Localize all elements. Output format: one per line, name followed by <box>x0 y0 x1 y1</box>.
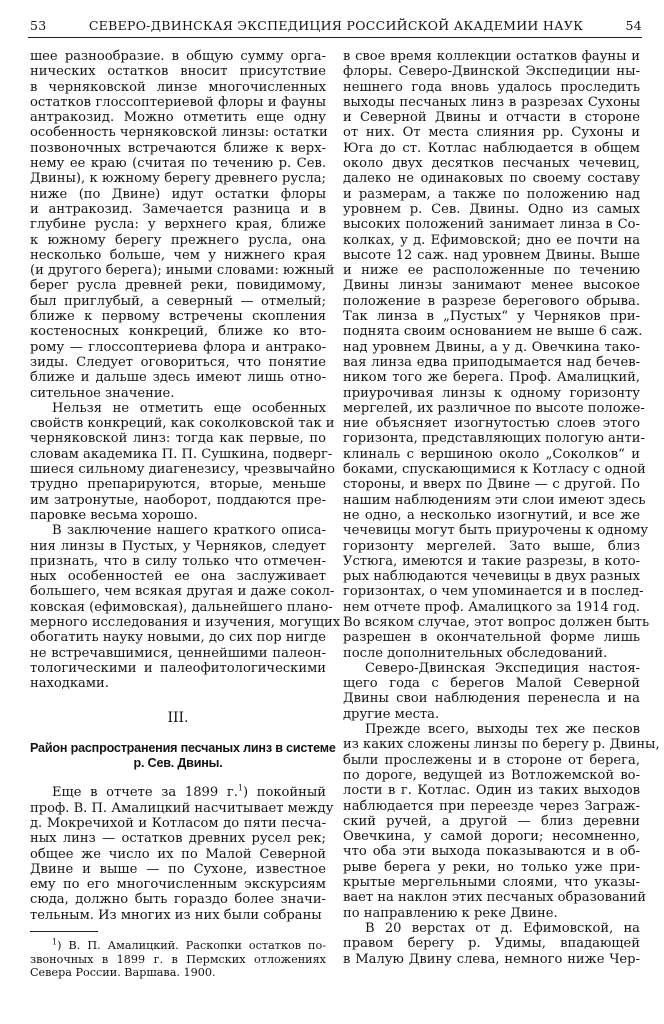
text-line: вает на наклон этих песчаных образований <box>343 890 646 906</box>
text-line: свойств конкреций, как соколковской так и <box>30 416 335 432</box>
paragraph <box>343 722 660 921</box>
text-line: уровнем р. Сев. Двины. Одно из самых <box>343 201 640 217</box>
text-line: паровке весьма хорошо. <box>30 507 198 523</box>
text-line: Овечкина, у самой дороги; несомненно, <box>343 829 640 845</box>
text-line: горизонта, представляющих пологую анти- <box>343 431 645 447</box>
text-line: ния линзы в Пустых, у Черняков, следует <box>30 538 326 554</box>
text-line: Во всяком случае, этот вопрос должен быть <box>343 614 650 630</box>
text-line: Двины свои наблюдения перенесла и на <box>343 691 640 707</box>
text-line: и ниже ее расположенные по течению <box>343 263 640 279</box>
text-line: Нельзя не отметить еще особенных <box>52 400 326 416</box>
text-line: им затронутые, наоборот, поддаются пре- <box>30 492 326 508</box>
text-line: приурочивая линзы к одному горизонту <box>343 385 640 401</box>
text-line: д. Мокречихой и Котласом до пяти песча- <box>30 815 326 831</box>
text-line: что оба эти выхода показываются и в об- <box>343 844 640 860</box>
text-line: клиналь с вершиною около „Соколков“ и <box>343 446 640 462</box>
text-line: нешнего года вновь удалось проследить <box>343 79 640 95</box>
text-line: в свое время коллекции остатков фауны и <box>343 49 640 64</box>
text-line: звоночных в 1899 г. в Пермских отложениях <box>30 952 326 966</box>
text-line: особенность черняковской линзы: остатки <box>30 125 328 141</box>
text-line: проф. В. П. Амалицкий насчитывает между <box>30 800 334 816</box>
text-line: тологическими и палеофитологическими <box>30 660 326 676</box>
text-line: флоры. Северо-Двинской Экспедиции ны- <box>343 64 640 80</box>
text-line: крытые мергельными слоями, что указы- <box>343 875 640 891</box>
text-line <box>30 785 326 800</box>
text-line: Прежде всего, выходы тех же песков <box>365 722 640 738</box>
text-line: шее разнообразие. в общую сумму орга- <box>30 49 326 64</box>
text-line: по дороге, ведущей из Вотложемской во- <box>343 767 640 783</box>
text-line: не встречавшимися, ценнейшими палеон- <box>30 645 326 661</box>
text-line: признать, что в силу только что отмечен- <box>30 553 326 569</box>
text-line: горизонтах, о чем упоминается и в послед- <box>343 584 644 600</box>
text-line: ближе и дальше здесь имеют лишь отно- <box>30 370 326 386</box>
text-line: берег русла древней реки, повидимому, <box>30 278 326 294</box>
text-line: поднята своим основанием не выше 6 саж. <box>343 324 643 340</box>
page-number-left: 53 <box>30 18 47 33</box>
text-line: колках, у д. Ефимовской; дно ее почти на <box>343 232 640 248</box>
text-line: общее же число их по Малой Северной <box>30 846 326 862</box>
paragraph <box>30 784 334 923</box>
text-line: Северо-Двинская Экспедиция настоя- <box>365 660 640 676</box>
text-line: нических остатков вносит присутствие <box>30 64 326 80</box>
text-line: Двине и выше — по Сухоне, известное <box>30 861 326 877</box>
text-line: разрешен в окончательной форме лишь <box>343 630 640 646</box>
footnote-rule <box>30 931 98 932</box>
text-line: далеко не одинаковых по своему составу <box>343 171 640 187</box>
text-line: нем отчете проф. Амалицкого за 1914 год. <box>343 599 640 615</box>
paragraph <box>343 49 650 661</box>
text-line: высоких положений занимает линза в Со- <box>343 217 640 233</box>
text-line: после дополнительных обследований. <box>343 645 608 661</box>
text-line: антракозид. Можно отметить еще одну <box>30 110 326 126</box>
section-title <box>30 740 336 772</box>
text-line: рыве берега у реки, но только уже при- <box>343 859 640 875</box>
text-line: ский ручей, а другой — близ деревни <box>343 813 640 829</box>
text-line: лости в г. Котлас. Один из таких выходов <box>343 783 640 799</box>
text-line: ником того же берега. Проф. Амалицкий, <box>343 370 640 386</box>
text-line: стороны, и вверх по Двине — с другой. По <box>343 477 640 493</box>
text-line: к южному берегу прежнего русла, она <box>30 232 326 248</box>
text-line: сительное значение. <box>30 385 175 401</box>
text-line: по направлению к реке Двине. <box>343 905 558 921</box>
text-line: нашим наблюдениям эти слои имеют здесь <box>343 492 646 508</box>
text-line: ных линз — остатков древних русел рек; <box>30 831 326 847</box>
right-column <box>343 49 660 967</box>
text-line: не одно, а несколько изогнутий, и все же <box>343 507 640 523</box>
running-header <box>30 18 642 38</box>
paragraph <box>30 400 336 523</box>
text-line: в черняковской линзе многочисленных <box>30 79 326 95</box>
section-number: III. <box>167 710 189 727</box>
text-line: щего года с берегов Малой Северной <box>343 676 640 692</box>
text-line: высоте 12 саж. над уровнем Двины. Выше <box>343 247 640 263</box>
footnote <box>30 939 326 980</box>
text-line: Устюга, имеются и такие разрезы, в кото- <box>343 553 640 569</box>
text-line: черняковской линз: тогда как первые, по <box>30 431 326 447</box>
text-line: чечевицы могут быть приурочены к одному <box>343 523 649 539</box>
paragraph <box>30 49 335 401</box>
text-line: ние объясняет изогнутостью слоев этого <box>343 416 640 432</box>
paragraph <box>343 921 640 967</box>
text-line: ему по его многочисленным экскурсиям <box>30 877 326 893</box>
text-line: находками. <box>30 676 109 692</box>
text-line: зиды. Следует оговориться, что понятие <box>30 354 326 370</box>
text-line: В 20 верстах от д. Ефимовской, на <box>365 920 640 936</box>
text-line: был приглубый, а северный — отмелый; <box>30 293 326 309</box>
text-line: и размерам, а также по положению над <box>343 186 640 202</box>
text-line: Двины линзы занимают менее высокое <box>343 278 640 294</box>
text-line: словам академика П. П. Сушкина, подверг- <box>30 446 333 462</box>
text-line: Так линза в „Пустых“ у Черняков при- <box>343 309 640 325</box>
text-line: несколько больше, чем у нижнего края <box>30 247 326 263</box>
text-line: ниже (по Двине) идут остатки флоры <box>30 186 326 202</box>
text-line: около двух десятков песчаных чечевиц, <box>343 156 640 172</box>
text-line: (и другого берега); иными словами: южный <box>30 263 335 279</box>
page-number-right: 54 <box>625 18 642 33</box>
text-line: боками, спускающимися к Котласу с одной <box>343 462 646 478</box>
text-line: наблюдается при переезде через Заграж- <box>343 798 640 814</box>
text-line: Юга до ст. Котлас наблюдается в общем <box>343 140 640 156</box>
footnote-marker: 1 <box>52 937 58 947</box>
text-line: нему ее краю (считая по течению р. Сев. <box>30 156 326 172</box>
text-line: позвоночных встречаются ближе к верх- <box>30 140 326 156</box>
text-line: В заключение нашего краткого описа- <box>52 523 326 539</box>
paragraph-body <box>30 800 334 923</box>
text-line: мергелей, их различное по высоте положе- <box>343 400 645 416</box>
section-title-line: Район распространения песчаных линз в системе <box>30 740 336 755</box>
text-line: вая линза едва приподымается над бечев- <box>343 354 640 370</box>
text-line: костеносных конкреций, ближе ко вто- <box>30 324 326 340</box>
text-line: мерного исследования и изучения, могущих <box>30 614 341 630</box>
text-line: Двины), к южному берегу древнего русла; <box>30 171 326 187</box>
header-rule <box>28 37 642 38</box>
text-line: над уровнем Двины, а у д. Овечкина тако- <box>343 339 640 355</box>
text-line: глубине русла: у верхнего края, ближе <box>30 217 326 233</box>
text-line: рых наблюдаются чечевицы в двух разных <box>343 569 640 585</box>
text-line: тельным. Из многих из них были собраны <box>30 907 322 923</box>
paragraph <box>343 661 640 722</box>
text-run: ) В. П. Амалицкий. Раскопки остатков по- <box>57 939 326 953</box>
text-line: выходы песчаных линз в разрезах Сухоны <box>343 94 640 110</box>
text-line: правом берегу р. Удимы, впадающей <box>343 936 640 952</box>
text-line: из каких сложены линзы по берегу р. Двины, <box>343 737 660 753</box>
text-line: трудно препарируются, вторые, меньше <box>30 477 326 493</box>
text-line: большего, чем всякая другая и даже сокол- <box>30 584 335 600</box>
text-line: обогатить науку новыми, до сих пор нигде <box>30 630 326 646</box>
text-line: ближе к первому встречены скопления <box>30 309 326 325</box>
section-title-line: р. Сев. Двины. <box>133 756 223 771</box>
text-line: и Северной Двины и отчасти в стороне <box>343 110 640 126</box>
text-line: сюда, должно быть гораздо более значи- <box>30 892 326 908</box>
paragraph <box>30 523 341 692</box>
text-line: ных особенностей ее она заслуживает <box>30 569 326 585</box>
footnote-reference[interactable]: 1 <box>237 784 243 793</box>
text-line: другие места. <box>343 706 440 722</box>
text-run: Еще в отчете за 1899 г. <box>52 785 238 801</box>
left-column <box>30 49 341 980</box>
text-line <box>30 939 326 953</box>
text-line: Севера России. Варшава. 1900. <box>30 966 216 980</box>
text-line: ковская (ефимовская), дальнейшего плано- <box>30 599 333 615</box>
text-line: и антракозид. Замечается разница и в <box>30 201 326 217</box>
running-title: СЕВЕРО-ДВИНСКАЯ ЭКСПЕДИЦИЯ РОССИЙСКОЙ АКАДЕМИИ НАУК <box>88 18 584 33</box>
text-line: шиеся сильному диагенезису, чрезвычайно <box>30 462 336 478</box>
text-line: горизонту мергелей. Зато выше, близ <box>343 538 640 554</box>
text-line: от них. От места слияния рр. Сухоны и <box>343 125 640 141</box>
text-line: в Малую Двину слева, немного ниже Чер- <box>343 951 640 967</box>
text-line: были прослежены и в стороне от берега, <box>343 752 640 768</box>
text-line: положение в разрезе берегового обрыва. <box>343 293 640 309</box>
text-run: ) покойный <box>242 785 326 801</box>
text-line: остатков глоссоптериевой флоры и фауны <box>30 94 326 110</box>
text-line: рому — глоссоптериева флора и антрако- <box>30 339 326 355</box>
